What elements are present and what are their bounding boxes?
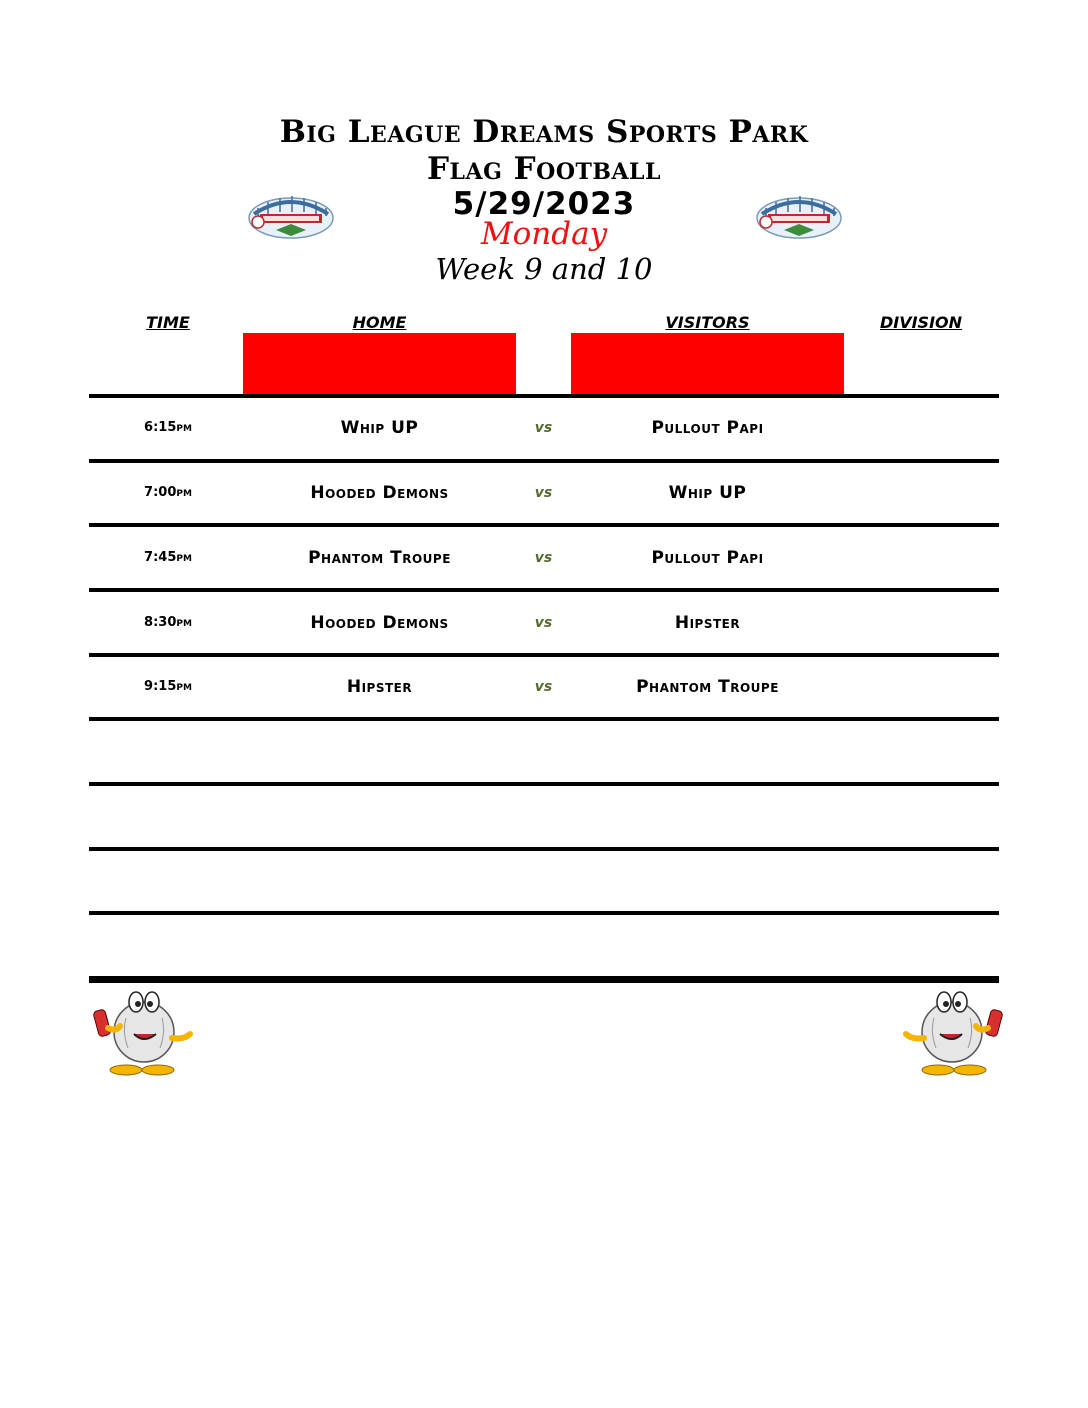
game-time: 7:45pm bbox=[144, 550, 192, 565]
home-team: Hipster bbox=[346, 677, 413, 697]
big-league-dreams-logo-icon bbox=[246, 190, 336, 242]
visiting-team: Pullout Papi bbox=[651, 548, 764, 568]
vs-label: vs bbox=[534, 420, 553, 436]
game-row bbox=[89, 408, 999, 448]
division bbox=[844, 603, 999, 643]
vs-label: vs bbox=[534, 679, 553, 695]
row-divider bbox=[89, 588, 999, 592]
division bbox=[844, 667, 999, 707]
vs-label: vs bbox=[534, 485, 553, 501]
baseball-mascot-icon bbox=[900, 988, 1004, 1078]
row-divider bbox=[89, 394, 999, 398]
division bbox=[844, 538, 999, 578]
column-header-time: TIME bbox=[146, 313, 190, 332]
column-header-division: DIVISION bbox=[879, 313, 963, 332]
row-divider bbox=[89, 717, 999, 721]
visiting-team: Whip UP bbox=[668, 483, 747, 503]
row-divider bbox=[89, 847, 999, 851]
game-row bbox=[89, 538, 999, 578]
game-row bbox=[89, 473, 999, 513]
baseball-mascot-icon bbox=[92, 988, 196, 1078]
division bbox=[844, 473, 999, 513]
game-time: 8:30pm bbox=[144, 615, 192, 630]
home-team: Hooded Demons bbox=[310, 613, 449, 633]
visitors-color-box bbox=[571, 333, 844, 394]
row-divider bbox=[89, 782, 999, 786]
row-divider bbox=[89, 911, 999, 915]
sport-title: Flag Football bbox=[427, 151, 661, 187]
home-team: Hooded Demons bbox=[310, 483, 449, 503]
visiting-team: Phantom Troupe bbox=[636, 677, 779, 697]
home-team: Whip UP bbox=[340, 418, 419, 438]
vs-label: vs bbox=[534, 550, 553, 566]
big-league-dreams-logo-icon bbox=[754, 190, 844, 242]
row-divider bbox=[89, 459, 999, 463]
schedule-day: Monday bbox=[480, 216, 608, 252]
schedule-week: Week 9 and 10 bbox=[435, 252, 653, 286]
home-color-box bbox=[243, 333, 516, 394]
page-title: Big League Dreams Sports Park bbox=[279, 114, 809, 150]
game-row bbox=[89, 603, 999, 643]
visiting-team: Hipster bbox=[674, 613, 741, 633]
division bbox=[844, 408, 999, 448]
visiting-team: Pullout Papi bbox=[651, 418, 764, 438]
game-time: 9:15pm bbox=[144, 679, 192, 694]
game-row bbox=[89, 667, 999, 707]
table-bottom-border bbox=[89, 976, 999, 983]
game-time: 6:15pm bbox=[144, 420, 192, 435]
column-header-visitors: VISITORS bbox=[665, 313, 750, 332]
row-divider bbox=[89, 523, 999, 527]
column-header-home: HOME bbox=[352, 313, 407, 332]
schedule-date: 5/29/2023 bbox=[452, 186, 636, 222]
home-team: Phantom Troupe bbox=[308, 548, 451, 568]
vs-label: vs bbox=[534, 615, 553, 631]
game-time: 7:00pm bbox=[144, 485, 192, 500]
row-divider bbox=[89, 653, 999, 657]
